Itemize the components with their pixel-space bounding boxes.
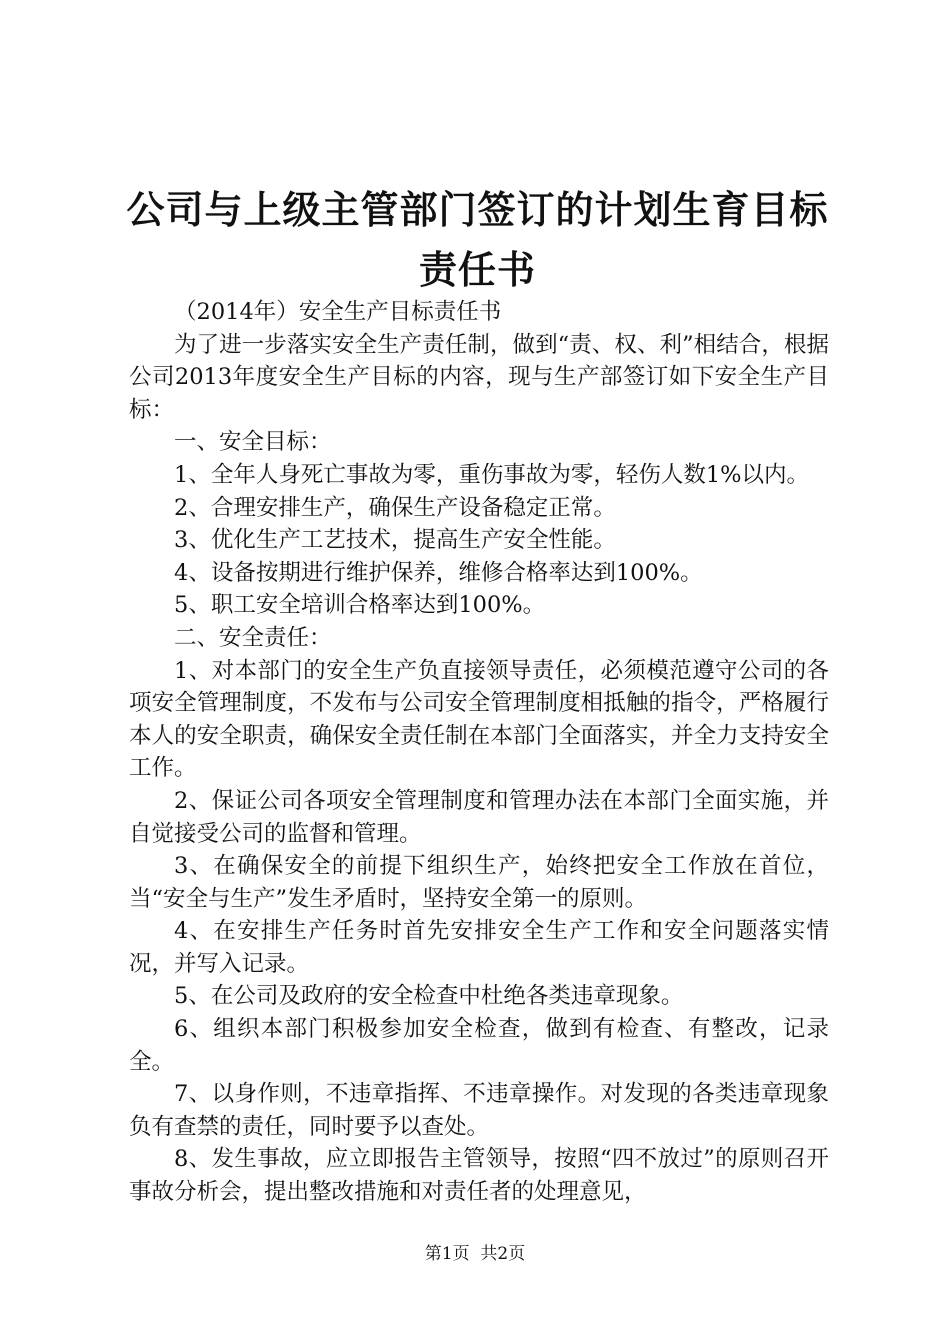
goal-item: 4、设备按期进行维护保养，维修合格率达到100%。 bbox=[174, 559, 703, 586]
intro-paragraph: 为了进一步落实安全生产责任制，做到“责、权、利”相结合，根据公司2013年度安全生产目标的内容，现与生产部签订如下安全生产目标： bbox=[129, 331, 829, 423]
responsibility-item: 8、发生事故，应立即报告主管领导，按照“四不放过”的原则召开事故分析会，提出整改措施和对责任者的处理意见， bbox=[129, 1146, 829, 1206]
responsibility-item: 7、以身作则，不违章指挥、不违章操作。对发现的各类违章现象负有查禁的责任，同时要予以查处。 bbox=[129, 1081, 829, 1140]
goal-item: 3、优化生产工艺技术，提高生产安全性能。 bbox=[174, 527, 616, 554]
responsibility-item: 2、保证公司各项安全管理制度和管理办法在本部门全面实施，并自觉接受公司的监督和管理。 bbox=[129, 787, 829, 847]
responsibility-item: 4、在安排生产任务时首先安排安全生产工作和安全问题落实情况，并写入记录。 bbox=[129, 918, 829, 977]
page-number: 第1页 bbox=[424, 1244, 470, 1264]
goal-item: 5、职工安全培训合格率达到100%。 bbox=[174, 592, 546, 619]
page-footer bbox=[0, 1243, 950, 1265]
responsibility-item: 6、组织本部门积极参加安全检查，做到有检查、有整改，记录全。 bbox=[129, 1016, 829, 1075]
document-body bbox=[129, 296, 829, 1209]
responsibility-item: 1、对本部门的安全生产负直接领导责任，必须模范遵守公司的各项安全管理制度，不发布与公司安全管理制度相抵触的指令，严格履行本人的安全职责，确保安全责任制在本部门全面落实，并全力支持安全工作。 bbox=[129, 657, 829, 782]
page-total: 共2页 bbox=[480, 1244, 526, 1264]
section-heading-safety-goals: 一、安全目标： bbox=[174, 429, 332, 456]
goal-item: 1、全年人身死亡事故为零，重伤事故为零，轻伤人数1%以内。 bbox=[174, 461, 810, 488]
responsibility-item: 5、在公司及政府的安全检查中杜绝各类违章现象。 bbox=[174, 983, 684, 1010]
document-title: 公司与上级主管部门签订的计划生育目标责任书 bbox=[126, 188, 829, 292]
goal-item: 2、合理安排生产，确保生产设备稳定正常。 bbox=[174, 494, 616, 521]
section-heading-safety-responsibilities: 二、安全责任： bbox=[174, 624, 332, 651]
responsibility-item: 3、在确保安全的前提下组织生产，始终把安全工作放在首位，当“安全与生产”发生矛盾时，坚持安全第一的原则。 bbox=[129, 853, 829, 912]
subtitle-paragraph: （2014年）安全生产目标责任书 bbox=[174, 299, 502, 325]
